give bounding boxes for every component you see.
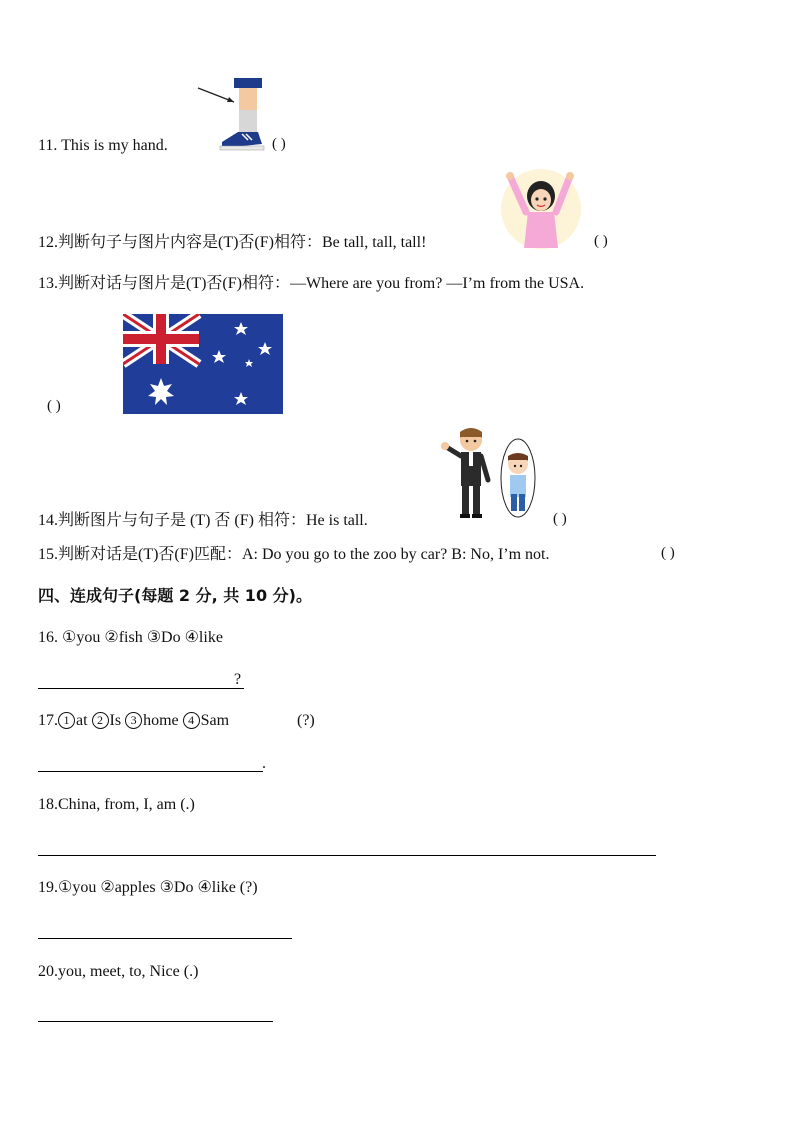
- q17-number: 17.: [38, 712, 58, 729]
- q17-circle-1: 1: [58, 712, 75, 729]
- q17-end-mark: .: [262, 755, 266, 772]
- q11-answer-paren[interactable]: ( ): [272, 136, 286, 152]
- q20-answer-line[interactable]: [38, 1021, 273, 1022]
- q17-word-3: home: [143, 712, 179, 729]
- q18-text: 18.China, from, I, am (.): [38, 796, 195, 813]
- q20-text: 20.you, meet, to, Nice (.): [38, 963, 199, 980]
- q12-answer-paren[interactable]: ( ): [594, 233, 608, 249]
- q15-answer-paren[interactable]: ( ): [661, 545, 675, 561]
- q17-circle-2: 2: [92, 712, 109, 729]
- australia-flag-picture: [123, 314, 283, 414]
- q16-end-mark: ?: [234, 671, 242, 688]
- q17-answer-line[interactable]: [38, 771, 263, 772]
- q17-circle-4: 4: [183, 712, 200, 729]
- leg-shoe-picture: [196, 78, 266, 154]
- q18-answer-line[interactable]: [38, 855, 656, 856]
- q13-text: 13.判断对话与图片是(T)否(F)相符：—Where are you from? —I’m from the USA.: [38, 275, 585, 292]
- q16-answer-line[interactable]: [38, 688, 244, 689]
- q15-text: 15.判断对话是(T)否(F)匹配：A: Do you go to the zoo by car? B: No, I’m not.: [38, 546, 550, 563]
- two-boys-picture: [438, 428, 548, 520]
- q19-answer-line[interactable]: [38, 938, 292, 939]
- q12-text: 12.判断句子与图片内容是(T)否(F)相符：Be tall, tall, tall!: [38, 234, 427, 251]
- q14-answer-paren[interactable]: ( ): [553, 511, 567, 527]
- q13-answer-paren[interactable]: ( ): [47, 398, 61, 414]
- q17-word-2: Is: [109, 712, 122, 729]
- q17-circle-3: 3: [125, 712, 142, 729]
- q14-text: 14.判断图片与句子是 (T) 否 (F) 相符：He is tall.: [38, 512, 368, 529]
- q17-punctuation-hint: (?): [297, 712, 315, 729]
- q17-word-1: at: [76, 712, 88, 729]
- section-4-title: 四、连成句子(每题 2 分, 共 10 分)。: [38, 586, 312, 605]
- q17-text: [38, 711, 229, 731]
- q16-text: 16. ①you ②fish ③Do ④like: [38, 629, 223, 646]
- cheering-girl-picture: [500, 168, 582, 250]
- q19-text: 19.①you ②apples ③Do ④like (?): [38, 879, 258, 896]
- q11-text: 11. This is my hand.: [38, 137, 168, 154]
- q17-word-4: Sam: [200, 712, 230, 729]
